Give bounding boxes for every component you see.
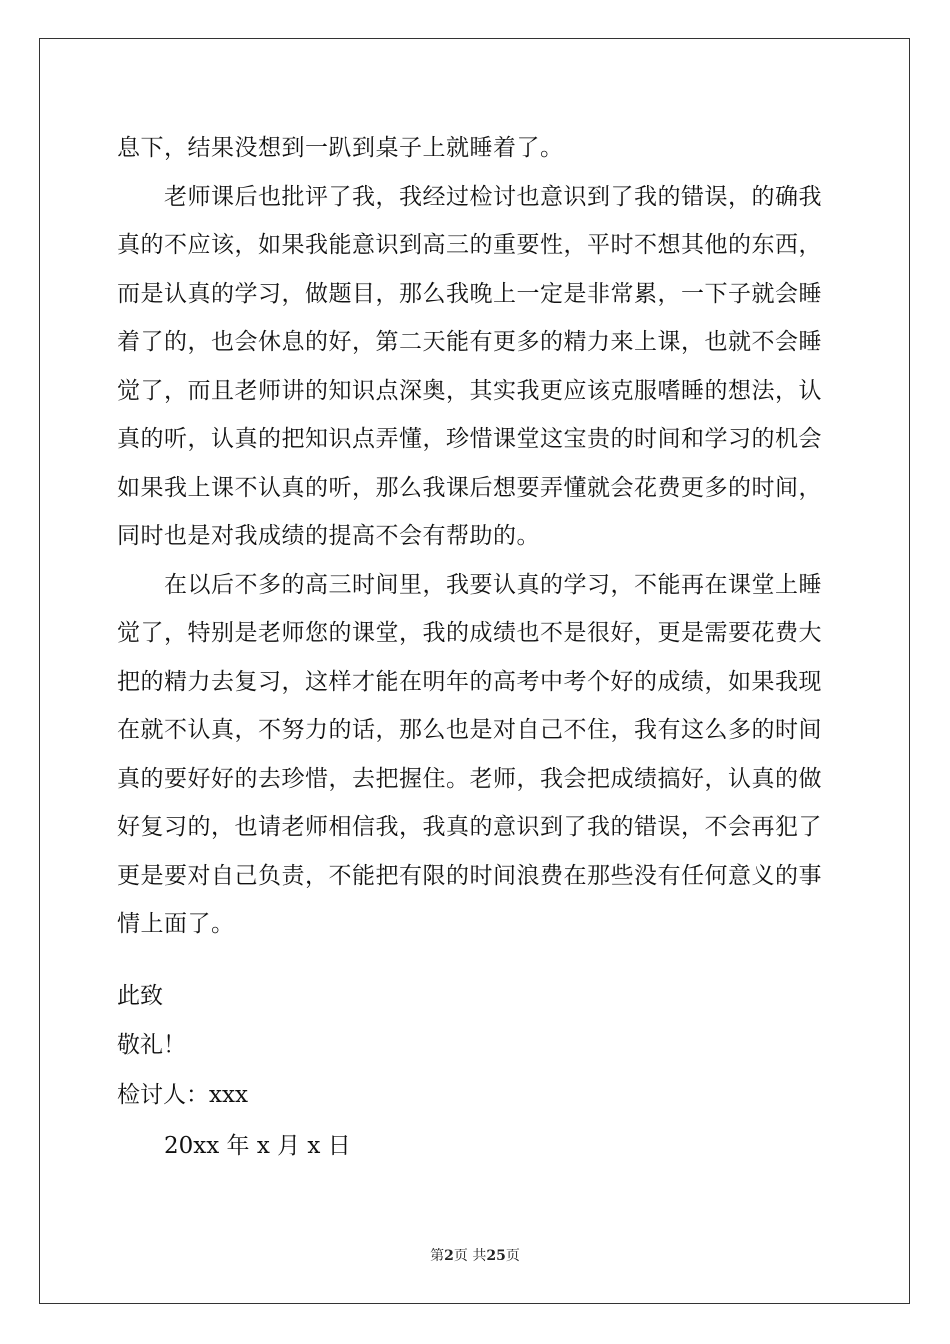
text-line: 真的听，认真的把知识点弄懂，珍惜课堂这宝贵的时间和学习的机会 [117,426,822,452]
text-line: 觉了，特别是老师您的课堂，我的成绩也不是很好，更是需要花费大 [117,620,822,646]
text-line: 如果我上课不认真的听，那么我课后想要弄懂就会花费更多的时间， [117,474,822,501]
text-line: 息下，结果没想到一趴到桌子上就睡着了。 [117,135,564,161]
page-footer [0,1246,950,1266]
text-line: 情上面了。 [117,911,235,937]
author-signature: 检讨人：xxx [117,1082,248,1108]
text-line: 把的精力去复习，这样才能在明年的高考中考个好的成绩，如果我现 [117,668,822,695]
text-line: 在就不认真，不努力的话，那么也是对自己不住，我有这么多的时间 [117,717,822,743]
text-line: 好复习的，也请老师相信我，我真的意识到了我的错误，不会再犯了 [117,814,822,840]
text-line: 同时也是对我成绩的提高不会有帮助的。 [117,523,540,549]
paragraph-start-line: 老师课后也批评了我，我经过检讨也意识到了我的错误，的确我 [164,183,822,210]
page-suffix: 页 [505,1248,520,1264]
letter-body [117,128,837,953]
text-line: 更是要对自己负责，不能把有限的时间浪费在那些没有任何意义的事 [117,862,822,889]
text-line: 真的不应该，如果我能意识到高三的重要性，平时不想其他的东西， [117,232,822,258]
text-line: 而是认真的学习，做题目，那么我晚上一定是非常累，一下子就会睡 [117,280,822,307]
salutation: 此致 [117,983,163,1009]
text-line: 觉了，而且老师讲的知识点深奥，其实我更应该克服嗜睡的想法，认 [117,377,822,404]
total-pages: 25 [486,1248,506,1264]
paragraph-start-line: 在以后不多的高三时间里，我要认真的学习，不能再在课堂上睡 [164,571,822,598]
page-mid: 页 共 [453,1248,487,1264]
page-number: 2 [444,1248,454,1264]
page-prefix: 第 [430,1248,445,1264]
text-line: 着了的，也会休息的好，第二天能有更多的精力来上课，也就不会睡 [117,329,822,355]
text-line: 真的要好好的去珍惜，去把握住。老师，我会把成绩搞好，认真的做 [117,765,822,792]
date: 20xx 年 x 月 x 日 [164,1133,351,1159]
regards: 敬礼！ [117,1032,186,1058]
